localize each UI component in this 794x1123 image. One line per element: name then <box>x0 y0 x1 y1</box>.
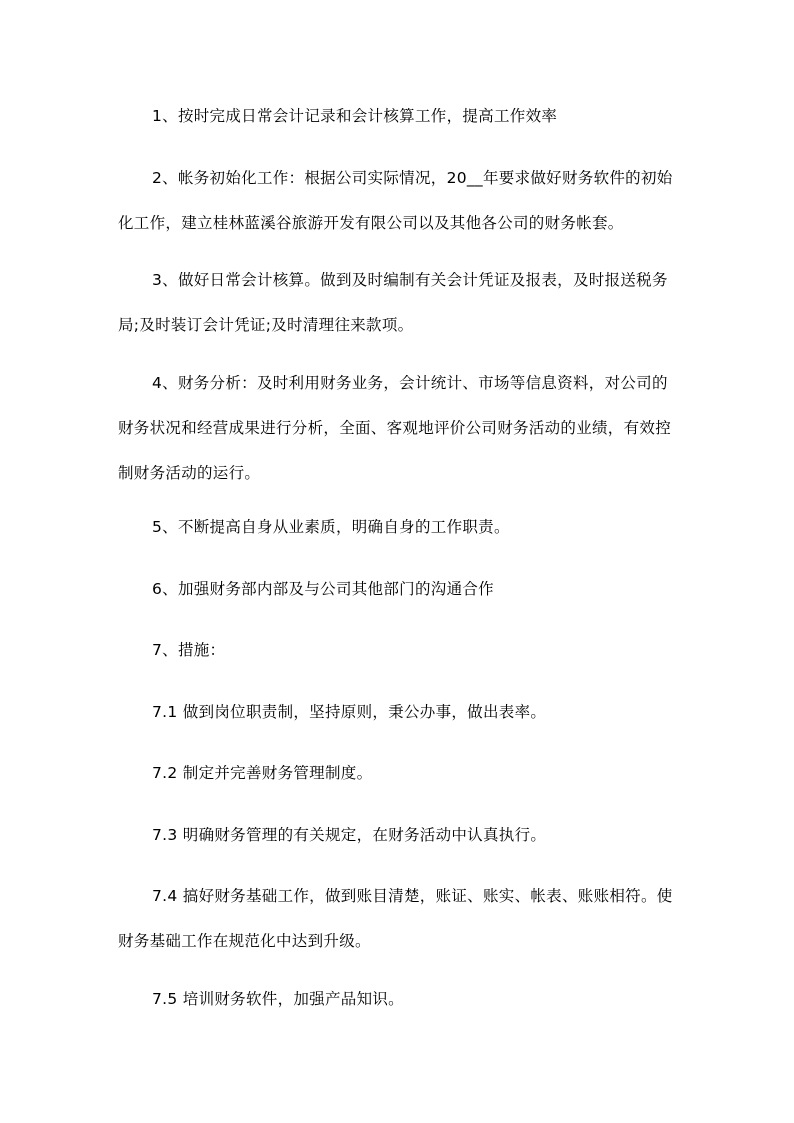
paragraph-6: 6、加强财务部内部及与公司其他部门的沟通合作 <box>152 580 494 598</box>
paragraph-2: 2、帐务初始化工作：根据公司实际情况，20__年要求做好财务软件的初始化工作，建立桂林蓝溪谷旅游开发有限公司以及其他各公司的财务帐套。 <box>118 169 673 232</box>
paragraph-7-2: 7.2 制定并完善财务管理制度。 <box>152 764 373 782</box>
paragraph-4: 4、财务分析：及时利用财务业务，会计统计、市场等信息资料，对公司的财务状况和经营成果进行分析，全面、客观地评价公司财务活动的业绩，有效控制财务活动的运行。 <box>118 374 672 482</box>
paragraph-5: 5、不断提高自身从业素质，明确自身的工作职责。 <box>152 518 510 536</box>
paragraph-7: 7、措施： <box>152 641 226 659</box>
paragraph-7-5: 7.5 培训财务软件，加强产品知识。 <box>152 990 404 1008</box>
paragraph-3: 3、做好日常会计核算。做到及时编制有关会计凭证及报表，及时报送税务局;及时装订会计凭证;及时清理往来款项。 <box>118 271 668 334</box>
paragraph-7-4: 7.4 搞好财务基础工作，做到账目清楚，账证、账实、帐表、账账相符。使财务基础工作在规范化中达到升级。 <box>118 887 673 950</box>
paragraph-1: 1、按时完成日常会计记录和会计核算工作，提高工作效率 <box>152 107 558 125</box>
paragraph-7-1: 7.1 做到岗位职责制，坚持原则，秉公办事，做出表率。 <box>152 703 547 721</box>
paragraph-7-3: 7.3 明确财务管理的有关规定，在财务活动中认真执行。 <box>152 826 547 844</box>
